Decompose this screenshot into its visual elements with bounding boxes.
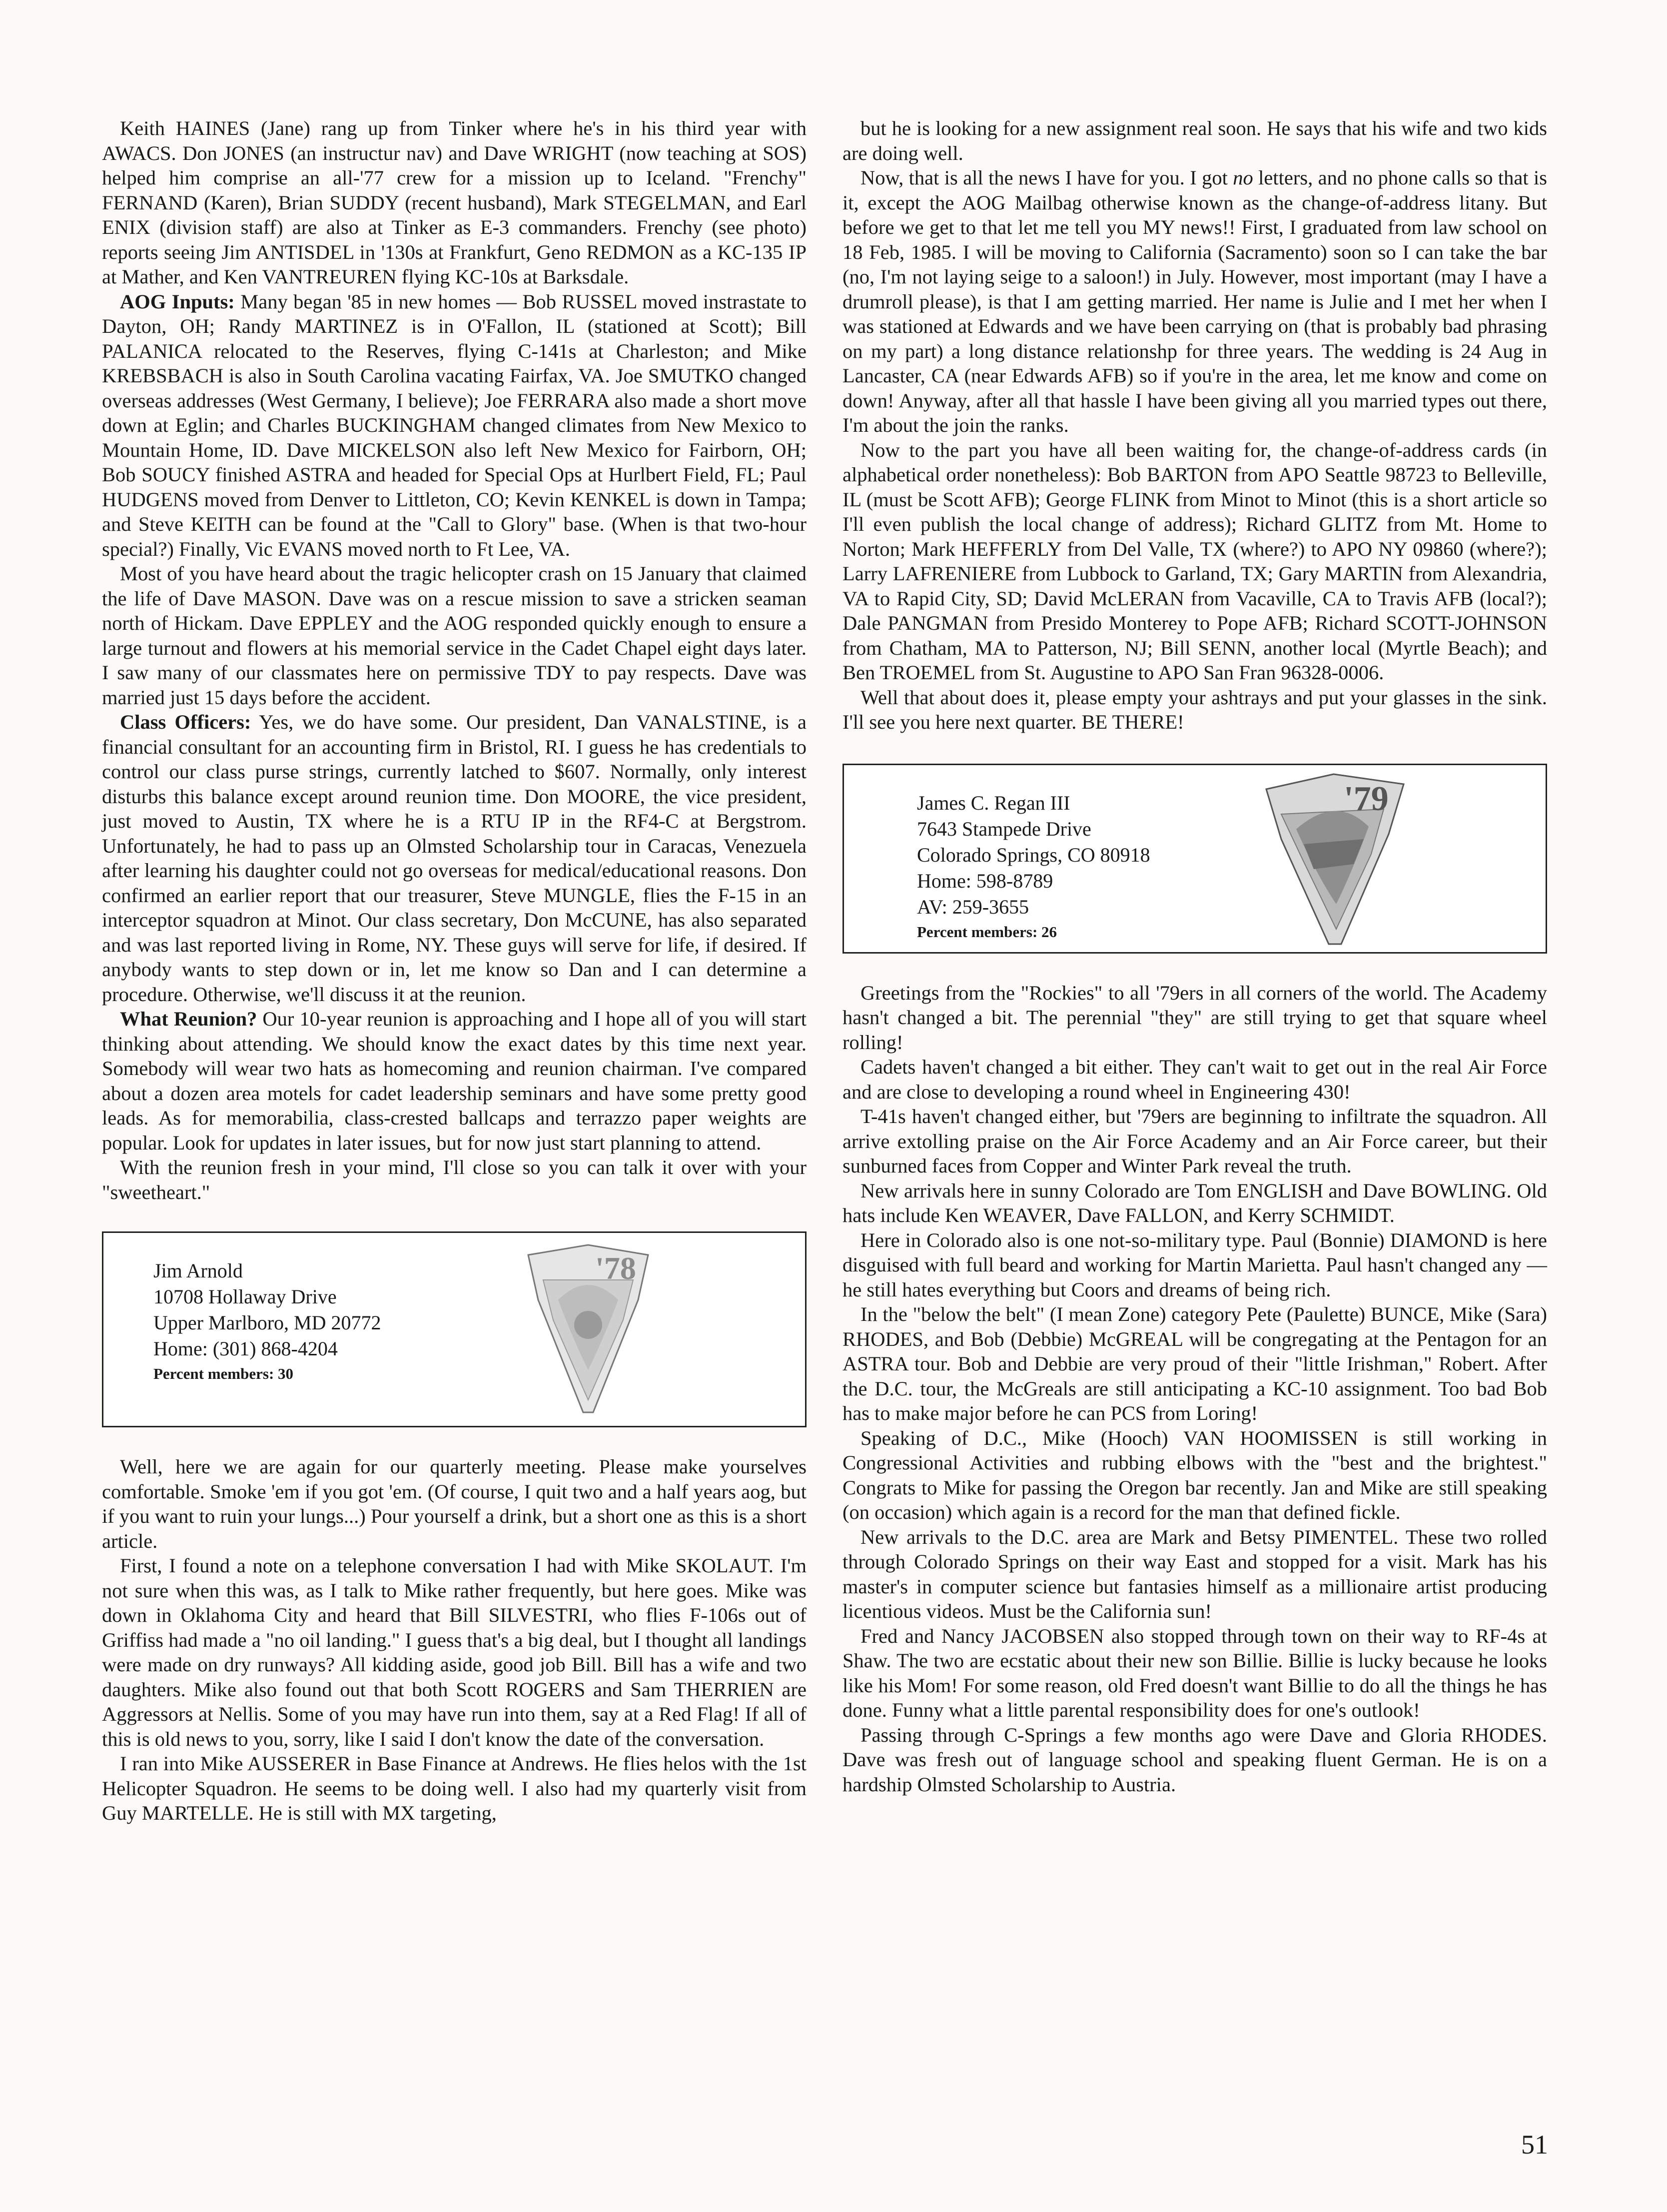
aog-inputs-heading: AOG Inputs: bbox=[120, 290, 235, 313]
correspondent-phone: Home: (301) 868-4204 bbox=[153, 1337, 338, 1360]
paragraph-cadets: Cadets haven't changed a bit either. They can't wait to get out in the real Air Force and are close to developing a round wheel in Engineering 430! bbox=[842, 1056, 1547, 1103]
right-column bbox=[842, 116, 1547, 1797]
class-79-contact-box bbox=[842, 764, 1547, 954]
paragraph-continued: but he is looking for a new assignment real soon. He says that his wife and two kids are doing well. bbox=[842, 117, 1547, 164]
paragraph-aog-inputs: AOG Inputs: Many began '85 in new homes — Bob RUSSEL moved instrastate to Dayton, OH; Randy MARTINEZ is in O'Fallon, IL (stationed at Scott); Bill PALANICA relocated to the Reserves, flying C-141s at Charleston; and Mike KREBSBACH is also in South Carolina vacating Fairfax, VA. Joe SMUTKO changed overseas addresses (West Germany, I believe); Joe FERRARA also made a short move down at Eglin; and Charles BUCKINGHAM changed climates from New Mexico to Mountain Home, ID. Dave MICKELSON also left New Mexico for Fairborn, OH; Bob SOUCY finished ASTRA and headed for Special Ops at Hurlbert Field, FL; Paul HUDGENS moved from Denver to Littleton, CO; Kevin KENKEL is down in Tampa; and Steve KEITH can be found at the "Call to Glory" base. (When is that two-hour special?) Finally, Vic EVANS moved north to Ft Lee, VA. bbox=[102, 290, 807, 560]
left-column bbox=[102, 116, 807, 1826]
page-number: 51 bbox=[1521, 2130, 1548, 2160]
paragraph-ausserer: I ran into Mike AUSSERER in Base Finance at Andrews. He flies helos with the 1st Helicopter Squadron. He seems to be doing well. I also had my quarterly visit from Guy MARTELLE. He is still with MX targeting, bbox=[102, 1752, 807, 1824]
paragraph-jacobsen: Fred and Nancy JACOBSEN also stopped through town on their way to RF-4s at Shaw. The two are ecstatic about their new son Billie. Billie is lucky because he looks like his Mom! For some reason, old Fred doesn't want Billie to do all the things he has done. Funny what a little parental responsibility does for one's outlook! bbox=[842, 1624, 1547, 1721]
paragraph-ashtrays: Well that about does it, please empty your ashtrays and put your glasses in the sink. I'll see you here next quarter. BE THERE! bbox=[842, 686, 1547, 733]
crest-79-lettering: '79 bbox=[1344, 779, 1389, 818]
paragraph-diamond: Here in Colorado also is one not-so-military type. Paul (Bonnie) DIAMOND is here disguised with full beard and working for Martin Marietta. Paul hasn't changed any — he still hates everything but Coors and dreams of being rich. bbox=[842, 1228, 1547, 1301]
correspondent-av: AV: 259-3655 bbox=[917, 895, 1029, 918]
paragraph-mason: Most of you have heard about the tragic helicopter crash on 15 January that claimed the life of Dave MASON. Dave was on a rescue mission to save a stricken seaman north of Hickam. Dave EPPLEY and the AOG responded quickly enough to ensure a large turnout and flowers at his memorial service in the Cadet Chapel eight days later. I saw many of our classmates here on permissive TDY to pay respects. Dave was married just 15 days before the accident. bbox=[102, 562, 807, 709]
correspondent-phone: Home: 598-8789 bbox=[917, 869, 1053, 892]
paragraph-close: With the reunion fresh in your mind, I'll close so you can talk it over with your "sweetheart." bbox=[102, 1156, 807, 1203]
percent-members: Percent members: 30 bbox=[153, 1365, 294, 1382]
percent-members: Percent members: 26 bbox=[917, 923, 1057, 941]
paragraph-skolaut: First, I found a note on a telephone conversation I had with Mike SKOLAUT. I'm not sure when this was, as I talk to Mike rather frequently, but here goes. Mike was down in Oklahoma City and heard that Bill SILVESTRI, who flies F-106s out of Griffiss had made a "no oil landing." I guess that's a big deal, but I thought all landings were made on dry runways? All kidding aside, good job Bill. Bill has a wife and two daughters. Mike also found out that both Scott ROGERS and Sam THERRIEN are Aggressors at Nellis. Some of you may have run into them, say at a Red Flag! If all of this is old news to you, sorry, like I said I don't know the date of the conversation. bbox=[102, 1554, 807, 1750]
reunion-heading: What Reunion? bbox=[120, 1008, 257, 1030]
paragraph-dc: Speaking of D.C., Mike (Hooch) VAN HOOMISSEN is still working in Congressional Activities and rubbing elbows with the "best and the brightest." Congrats to Mike for passing the Oregon bar recently. Jan and Mike are still speaking (on occasion) which again is a record for the man that defined fickle. bbox=[842, 1426, 1547, 1523]
class-78-contact-box bbox=[102, 1231, 807, 1427]
paragraph-pimentel: New arrivals to the D.C. area are Mark and Betsy PIMENTEL. These two rolled through Colorado Springs on their way East and stopped for a visit. Mark has his master's in computer science but fantasies himself as a millionaire artist producing licentious videos. Must be the California sun! bbox=[842, 1525, 1547, 1622]
paragraph-t41: T-41s haven't changed either, but '79ers are beginning to infiltrate the squadron. All arrive extolling praise on the Air Force Academy and an Air Force career, but their sunburned faces from Copper and Winter Park reveal the truth. bbox=[842, 1105, 1547, 1177]
paragraph-rockies: Greetings from the "Rockies" to all '79ers in all corners of the world. The Academy hasn't changed a bit. The perennial "they" are still trying to get that square wheel rolling! bbox=[842, 981, 1547, 1054]
paragraph-new-arrivals: New arrivals here in sunny Colorado are Tom ENGLISH and Dave BOWLING. Old hats include Ken WEAVER, Dave FALLON, and Kerry SCHMIDT. bbox=[842, 1179, 1547, 1226]
correspondent-city: Colorado Springs, CO 80918 bbox=[917, 843, 1150, 866]
correspondent-street: 7643 Stampede Drive bbox=[917, 817, 1091, 840]
paragraph-my-news: Now, that is all the news I have for you. I got no letters, and no phone calls so that is it, except the AOG Mailbag otherwise known as the change-of-address litany. But before we get to that let me tell you MY news!! First, I graduated from law school on 18 Feb, 1985. I will be moving to California (Sacramento) soon so I can take the bar (no, I'm not laying seige to a saloon!) in July. However, most important (may I have a drumroll please), is that I am getting married. Her name is Julie and I met her when I was stationed at Edwards and we have been carrying on (that is probably bad phrasing on my part) a long distance relationshp for three years. The wedding is 24 Aug in Lancaster, CA (near Edwards AFB) so if you're in the area, let me know and come on down! Anyway, after all that hassle I have been giving all you married types out there, I'm about the join the ranks. bbox=[842, 166, 1547, 436]
correspondent-city: Upper Marlboro, MD 20772 bbox=[153, 1311, 381, 1334]
correspondent-name: Jim Arnold bbox=[153, 1259, 243, 1282]
paragraph-class-officers: Class Officers: Yes, we do have some. Our president, Dan VANALSTINE, is a financial consultant for an accounting firm in Bristol, RI. I guess he has credentials to control our class purse strings, currently latched to $607. Normally, only interest disturbs this balance except around reunion time. Don MOORE, the vice president, just moved to Austin, TX where he is a RTU IP in the RF4-C at Bergstrom. Unfortunately, he had to pass up an Olmsted Scholarship tour in Caracas, Venezuela after learning his daughter could not go overseas for medical/educational reasons. Don confirmed an earlier report that our treasurer, Steve MUNGLE, flies the F-15 in an interceptor squadron at Minot. Our class secretary, Don McCUNE, has also separated and was last reported living in Rome, NY. These guys will serve for life, if desired. If anybody wants to step down or in, let me know so Dan and I can determine a procedure. Otherwise, we'll discuss it at the reunion. bbox=[102, 711, 807, 1006]
class-officers-heading: Class Officers: bbox=[120, 711, 251, 733]
crest-78-lettering: '78 bbox=[595, 1250, 636, 1286]
correspondent-name: James C. Regan III bbox=[917, 791, 1070, 814]
emphasis-no: no bbox=[1233, 166, 1253, 189]
paragraph-below-the-belt: In the "below the belt" (I mean Zone) category Pete (Paulette) BUNCE, Mike (Sara) RHODES, and Bob (Debbie) McGREAL will be congregating at the Pentagon for an ASTRA tour. Bob and Debbie are very proud of their "little Irishman," Robert. After the D.C. tour, the McGreals are still anticipating a KC-10 assignment. Too bad Bob has to make major before he can PCS from Loring! bbox=[842, 1303, 1547, 1424]
paragraph-welcome: Well, here we are again for our quarterly meeting. Please make yourselves comfortable. Smoke 'em if you got 'em. (Of course, I quit two and a half years aog, but if you want to ruin your lungs...) Pour yourself a drink, but a short one as this is a short article. bbox=[102, 1455, 807, 1552]
paragraph-address-cards: Now to the part you have all been waiting for, the change-of-address cards (in alphabetical order nonetheless): Bob BARTON from APO Seattle 98723 to Belleville, IL (must be Scott AFB); George FLINK from Minot to Minot (this is a short article so I'll even publish the local change of address); Richard GLITZ from Mt. Home to Norton; Mark HEFFERLY from Del Valle, TX (where?) to APO NY 09860 (where?); Larry LAFRENIERE from Lubbock to Garland, TX; Gary MARTIN from Alexandria, VA to Rapid City, SD; David McLERAN from Vacaville, CA to Travis AFB (local?); Dale PANGMAN from Presido Monterey to Pope AFB; Richard SCOTT-JOHNSON from Chatham, MA to Patterson, NJ; Bill SENN, another local (Myrtle Beach); and Ben TROEMEL from St. Augustine to APO San Fran 96328-0006. bbox=[842, 438, 1547, 684]
paragraph-reunion: What Reunion? Our 10-year reunion is approaching and I hope all of you will start thinking about attending. We should know the exact dates by this time next year. Somebody will wear two hats as homecoming and reunion chairman. I've compared about a dozen area motels for cadet leadership seminars and have some pretty good leads. As for memorabilia, class-crested ballcaps and terrazzo paper weights are popular. Look for updates in later issues, but for now just start planning to attend. bbox=[102, 1008, 807, 1154]
paragraph-rhodes: Passing through C-Springs a few months ago were Dave and Gloria RHODES. Dave was fresh out of language school and speaking fluent German. He is on a hardship Olmsted Scholarship to Austria. bbox=[842, 1723, 1547, 1796]
correspondent-street: 10708 Hollaway Drive bbox=[153, 1285, 337, 1308]
paragraph-haines: Keith HAINES (Jane) rang up from Tinker where he's in his third year with AWACS. Don JONES (an instructur nav) and Dave WRIGHT (now teaching at SOS) helped him comprise an all-'77 crew for a mission up to Iceland. "Frenchy" FERNAND (Karen), Brian SUDDY (recent husband), Mark STEGELMAN, and Earl ENIX (division staff) are also at Tinker as E-3 commanders. Frenchy (see photo) reports seeing Jim ANTISDEL in '130s at Frankfurt, Geno REDMON as a KC-135 IP at Mather, and Ken VANTREUREN flying KC-10s at Barksdale. bbox=[102, 117, 807, 288]
